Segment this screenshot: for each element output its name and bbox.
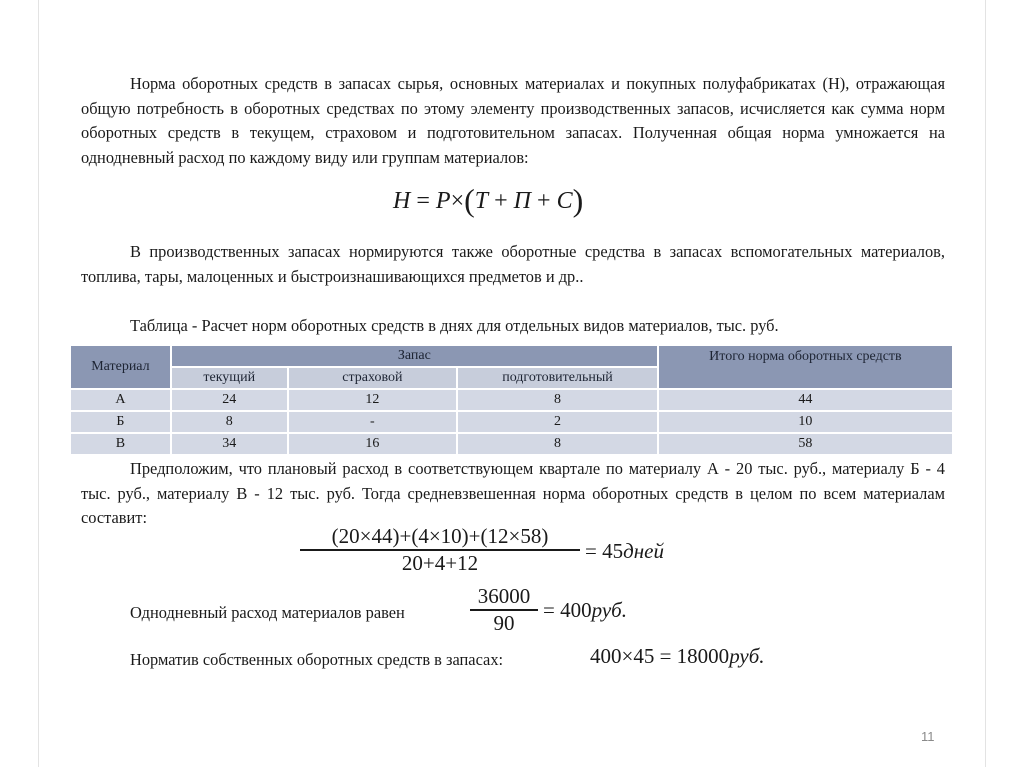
daily-usage-numerator: 36000	[477, 584, 531, 608]
norms-table	[69, 344, 954, 456]
paragraph-assumption: Предположим, что плановый расход в соответствующем квартале по материалу А - 20 тыс. руб., материалу Б - 4 тыс. руб., материалу В - 12 тыс. руб. Тогда средневзвешенная норма оборотных средств в целом по всем материалам составит:	[81, 459, 945, 527]
cell-current: 8	[171, 411, 288, 433]
cell-total: 10	[658, 411, 953, 433]
table-caption: Таблица - Расчет норм оборотных средств в днях для отдельных видов материалов, тыс. руб.	[130, 316, 779, 335]
cell-material: В	[70, 433, 171, 455]
weighted-numerator: (20×44)+(4×10)+(12×58)	[331, 524, 549, 548]
weighted-denominator: 20+4+12	[401, 550, 479, 575]
normative-result: 400×45 = 18000руб.	[590, 644, 765, 668]
subheader-current: текущий	[171, 367, 288, 389]
cell-insurance: -	[288, 411, 458, 433]
weighted-result: = 45дней	[585, 539, 664, 563]
daily-usage-fraction	[470, 584, 538, 636]
cell-current: 24	[171, 389, 288, 411]
header-total: Итого норма оборотных средств	[658, 345, 953, 389]
table-row	[70, 389, 953, 411]
cell-preparatory: 8	[457, 433, 658, 455]
cell-current: 34	[171, 433, 288, 455]
cell-preparatory: 8	[457, 389, 658, 411]
daily-usage-denominator: 90	[493, 610, 515, 635]
cell-material: Б	[70, 411, 171, 433]
daily-usage-result: = 400руб.	[543, 598, 627, 622]
cell-total: 44	[658, 389, 953, 411]
slide-left-border	[38, 0, 39, 767]
cell-total: 58	[658, 433, 953, 455]
table-row	[70, 411, 953, 433]
subheader-preparatory: подготовительный	[457, 367, 658, 389]
cell-insurance: 16	[288, 433, 458, 455]
formula-norm: H = P×(T + П + C)	[393, 182, 584, 218]
daily-usage-label: Однодневный расход материалов равен	[130, 603, 405, 622]
page-number: 11	[921, 729, 935, 744]
cell-preparatory: 2	[457, 411, 658, 433]
subheader-insurance: страховой	[288, 367, 458, 389]
paragraph-stock-norm-definition: Норма оборотных средств в запасах сырья, основных материалах и покупных полуфабрикатах (Н), отражающая общую потребность в оборотных средствах по этому элементу производственных запасов, исчисляется как сумма норм оборотных средств в текущем, страховом и подготовительном запасах. Полученная общая норма умножается на однодневный расход по каждому виду или группам материалов:	[81, 74, 945, 167]
header-material: Материал	[70, 345, 171, 389]
header-stock: Запас	[171, 345, 658, 367]
slide-right-border	[985, 0, 986, 767]
paragraph-other-stocks: В производственных запасах нормируются также оборотные средства в запасах вспомогательных материалов, топлива, тары, малоценных и быстроизнашивающихся предметов и др..	[81, 242, 945, 286]
cell-material: А	[70, 389, 171, 411]
cell-insurance: 12	[288, 389, 458, 411]
table-row	[70, 433, 953, 455]
weighted-average-fraction	[300, 524, 580, 576]
normative-label: Норматив собственных оборотных средств в запасах:	[130, 650, 504, 669]
